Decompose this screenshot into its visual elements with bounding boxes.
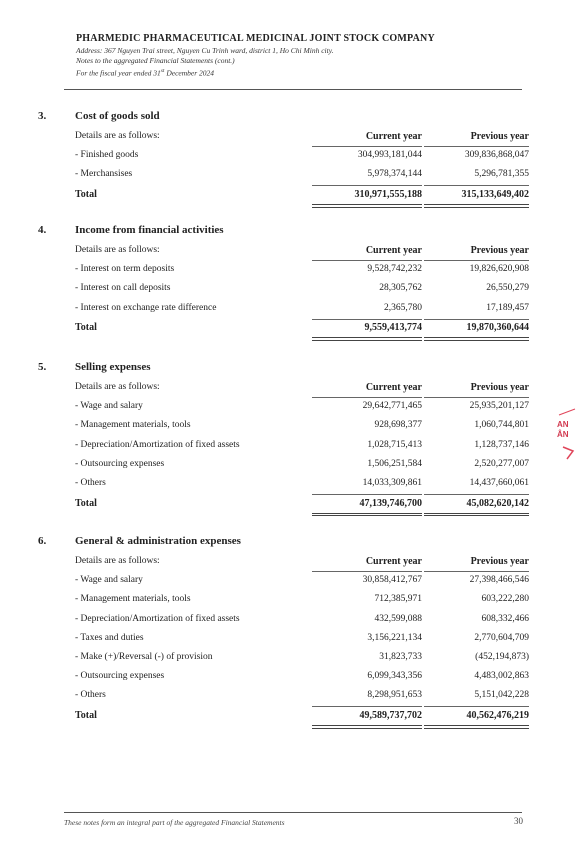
- header-underline: [424, 146, 529, 147]
- row-label: - Depreciation/Amortization of fixed assets: [75, 439, 240, 450]
- total-previous-value: 315,133,649,402: [461, 189, 529, 200]
- total-double-underline: [312, 204, 422, 208]
- previous-year-value: 27,398,466,546: [469, 575, 529, 586]
- previous-year-value: 1,060,744,801: [474, 420, 529, 431]
- previous-year-value: 603,222,280: [481, 594, 529, 605]
- previous-year-value: (452,194,873): [475, 652, 529, 662]
- table-row: [0, 592, 577, 610]
- total-double-underline: [424, 337, 529, 341]
- row-label: - Management materials, tools: [75, 420, 191, 431]
- current-year-value: 432,599,088: [374, 613, 422, 624]
- table-row: [0, 438, 577, 456]
- column-header-row: [0, 243, 577, 261]
- company-address: Address: 367 Nguyen Trai street, Nguyen Cu Trinh ward, district 1, Ho Chi Minh city.: [76, 46, 334, 55]
- table-row: [0, 669, 577, 687]
- current-year-value: 9,528,742,232: [367, 264, 422, 275]
- current-year-value: 1,506,251,584: [367, 458, 422, 469]
- total-double-underline: [424, 725, 529, 729]
- row-label: - Wage and salary: [75, 401, 143, 412]
- total-label: Total: [75, 497, 97, 509]
- column-header-row: [0, 554, 577, 572]
- total-label: Total: [75, 710, 97, 721]
- company-name: PHARMEDIC PHARMACEUTICAL MEDICINAL JOINT STOCK COMPANY: [76, 33, 435, 44]
- row-label: - Taxes and duties: [75, 632, 144, 643]
- current-year-value: 28,305,762: [379, 283, 422, 294]
- total-current-value: 49,589,737,702: [359, 710, 422, 721]
- header-underline: [424, 260, 529, 261]
- svg-text:ÂN: ÂN: [557, 430, 569, 439]
- table-row: [0, 650, 577, 668]
- previous-year-header: Previous year: [470, 382, 529, 393]
- current-year-value: 14,033,309,861: [362, 478, 422, 488]
- row-label: - Finished goods: [75, 150, 139, 161]
- table-row: [0, 148, 577, 166]
- previous-year-value: 19,826,620,908: [469, 264, 529, 275]
- table-row: [0, 631, 577, 649]
- total-previous-value: 45,082,620,142: [466, 497, 529, 509]
- total-previous-value: 40,562,476,219: [466, 710, 529, 721]
- current-year-value: 2,365,780: [384, 302, 422, 313]
- current-year-value: 712,385,971: [374, 594, 422, 605]
- details-label: Details are as follows:: [75, 382, 160, 392]
- total-row: [0, 187, 577, 205]
- total-double-underline: [424, 204, 529, 208]
- row-label: - Depreciation/Amortization of fixed assets: [75, 613, 240, 624]
- section-number: 5.: [38, 361, 47, 373]
- section-number: 3.: [38, 110, 47, 122]
- table-row: [0, 301, 577, 319]
- previous-year-value: 309,836,868,047: [464, 150, 529, 161]
- current-year-header: Current year: [365, 245, 422, 256]
- section-number: 6.: [38, 535, 47, 547]
- header-underline: [312, 146, 422, 147]
- row-label: - Outsourcing expenses: [75, 671, 165, 682]
- table-row: [0, 418, 577, 436]
- total-double-underline: [424, 513, 529, 517]
- previous-year-value: 2,520,277,007: [474, 458, 529, 469]
- row-label: - Interest on call deposits: [75, 283, 171, 294]
- header-underline: [312, 571, 422, 572]
- previous-year-header: Previous year: [470, 556, 529, 567]
- table-row: [0, 476, 577, 494]
- row-label: - Wage and salary: [75, 575, 143, 586]
- previous-year-value: 4,483,002,863: [474, 671, 529, 682]
- previous-year-value: 1,128,737,146: [474, 439, 529, 450]
- svg-text:AN: AN: [557, 420, 569, 429]
- row-label: - Outsourcing expenses: [75, 458, 165, 469]
- total-row: [0, 496, 577, 514]
- current-year-header: Current year: [365, 382, 422, 393]
- previous-year-header: Previous year: [470, 131, 529, 142]
- table-row: [0, 457, 577, 475]
- header-underline: [312, 397, 422, 398]
- page-number: 30: [514, 816, 523, 826]
- previous-year-value: 17,189,457: [486, 302, 529, 313]
- details-label: Details are as follows:: [75, 245, 160, 255]
- header-underline: [424, 397, 529, 398]
- current-year-value: 29,642,771,465: [362, 401, 422, 412]
- notes-subtitle: Notes to the aggregated Financial Statements (cont.): [76, 56, 235, 65]
- header-underline: [424, 571, 529, 572]
- total-label: Total: [75, 189, 97, 200]
- total-current-value: 9,559,413,774: [364, 322, 422, 334]
- total-row: [0, 320, 577, 338]
- section-title: Selling expenses: [75, 361, 151, 373]
- total-current-value: 47,139,746,700: [359, 497, 422, 509]
- row-label: - Management materials, tools: [75, 594, 191, 605]
- row-label: - Make (+)/Reversal (-) of provision: [75, 652, 213, 662]
- company-seal-stamp: [555, 385, 577, 485]
- current-year-header: Current year: [365, 556, 422, 567]
- row-label: - Merchansises: [75, 169, 133, 180]
- previous-year-value: 26,550,279: [486, 283, 529, 294]
- table-row: [0, 281, 577, 299]
- details-label: Details are as follows:: [75, 556, 160, 566]
- previous-year-value: 5,151,042,228: [474, 690, 529, 701]
- current-year-value: 6,099,343,356: [367, 671, 422, 682]
- section-title: Cost of goods sold: [75, 110, 160, 122]
- previous-year-value: 14,437,660,061: [469, 478, 529, 488]
- current-year-value: 304,993,181,044: [357, 150, 422, 161]
- previous-year-value: 5,296,781,355: [474, 169, 529, 180]
- table-row: [0, 167, 577, 185]
- total-double-underline: [312, 725, 422, 729]
- previous-year-header: Previous year: [470, 245, 529, 256]
- total-double-underline: [312, 337, 422, 341]
- previous-year-value: 608,332,466: [481, 613, 529, 624]
- current-year-value: 3,156,221,134: [367, 632, 422, 643]
- footer-note: These notes form an integral part of the aggregated Financial Statements: [64, 818, 285, 827]
- header-divider: [64, 89, 522, 90]
- table-row: [0, 612, 577, 630]
- table-row: [0, 688, 577, 706]
- column-header-row: [0, 380, 577, 398]
- current-year-value: 928,698,377: [374, 420, 422, 431]
- total-double-underline: [312, 513, 422, 517]
- row-label: - Others: [75, 690, 106, 701]
- row-label: - Others: [75, 478, 106, 488]
- current-year-value: 30,858,412,767: [362, 575, 422, 586]
- row-label: - Interest on exchange rate difference: [75, 302, 217, 313]
- section-title: Income from financial activities: [75, 224, 224, 236]
- total-row: [0, 708, 577, 726]
- section-number: 4.: [38, 224, 47, 236]
- column-header-row: [0, 129, 577, 147]
- document-header: [76, 33, 435, 79]
- current-year-header: Current year: [365, 131, 422, 142]
- current-year-value: 31,823,733: [379, 652, 422, 662]
- total-current-value: 310,971,555,188: [354, 189, 422, 200]
- total-previous-value: 19,870,360,644: [466, 322, 529, 334]
- previous-year-value: 25,935,201,127: [469, 401, 529, 412]
- section-title: General & administration expenses: [75, 535, 241, 547]
- total-label: Total: [75, 322, 97, 334]
- details-label: Details are as follows:: [75, 131, 160, 141]
- table-row: [0, 399, 577, 417]
- footer-divider: [64, 812, 522, 813]
- current-year-value: 8,298,951,653: [367, 690, 422, 701]
- row-label: - Interest on term deposits: [75, 264, 175, 275]
- table-row: [0, 573, 577, 591]
- fiscal-period: For the fiscal year ended 31st December 2024: [76, 68, 215, 78]
- current-year-value: 5,978,374,144: [367, 169, 422, 180]
- current-year-value: 1,028,715,413: [367, 439, 422, 450]
- header-underline: [312, 260, 422, 261]
- table-row: [0, 262, 577, 280]
- previous-year-value: 2,770,604,709: [474, 632, 529, 643]
